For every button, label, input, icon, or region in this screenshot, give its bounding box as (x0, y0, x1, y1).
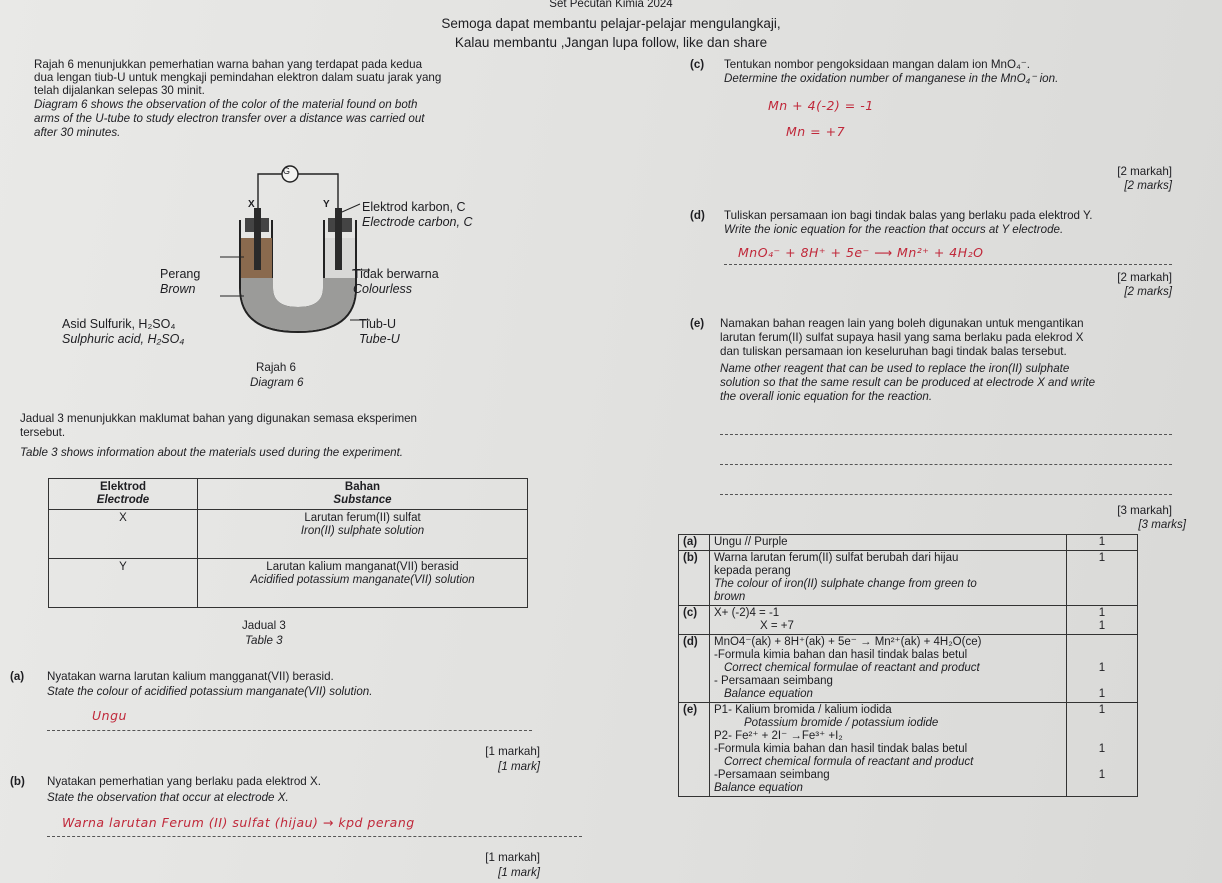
marks-a-ms: [1 markah] (485, 745, 540, 758)
scheme-answer (710, 535, 1067, 551)
question-a-en: State the colour of acidified potassium manganate(VII) solution. (47, 685, 373, 698)
table-header-row (49, 479, 528, 510)
left-colour-en: Brown (160, 282, 196, 296)
scheme-line: -Formula kimia bahan dan hasil tindak balas betul (714, 649, 968, 661)
question-d-ms: Tuliskan persamaan ion bagi tindak balas yang berlaku pada elektrod Y. (724, 209, 1093, 222)
table-cell-substance (198, 559, 528, 608)
question-b-label: (b) (10, 775, 25, 788)
marks-c-ms: [2 markah] (1117, 165, 1172, 178)
table-caption-ms: Jadual 3 (242, 619, 286, 632)
scheme-line: -Formula kimia bahan dan hasil tindak balas betul (714, 743, 968, 755)
scheme-question: (a) (679, 535, 710, 551)
intro-ms-3: telah dijalankan selepas 30 minit. (34, 84, 205, 97)
answer-line-d (724, 264, 1172, 265)
answer-line-a (47, 730, 532, 731)
marks-d-en: [2 marks] (1124, 285, 1172, 298)
working-c-line-2: Mn = +7 (786, 124, 846, 139)
scheme-marks (1067, 535, 1138, 551)
scheme-line: P2- Fe²⁺ + 2I⁻ →Fe³⁺ +I₂ (714, 730, 843, 742)
scheme-line: brown (714, 591, 746, 603)
scheme-answer (710, 635, 1067, 703)
scheme-line: kepada perang (714, 565, 791, 577)
tube-label-en: Tube-U (359, 332, 400, 346)
scheme-question: (c) (679, 606, 710, 635)
header-substance-en: Substance (333, 494, 392, 506)
diagram-caption-en: Diagram 6 (250, 376, 304, 389)
scheme-question: (e) (679, 703, 710, 797)
scheme-line: Warna larutan ferum(II) sulfat berubah dari hijau (714, 552, 959, 564)
header-line-2: Semoga dapat membantu pelajar-pelajar mengulangkaji, (441, 16, 781, 31)
marks-d-ms: [2 markah] (1117, 271, 1172, 284)
scheme-line: X+ (-2)4 = -1 (714, 607, 780, 619)
header-electrode-ms: Elektrod (99, 481, 146, 493)
table-cell-electrode: Y (49, 559, 198, 608)
scheme-answer (710, 551, 1067, 606)
u-tube-diagram (220, 160, 370, 340)
scheme-marks (1067, 703, 1138, 797)
table-row (49, 559, 528, 608)
marks-b-en: [1 mark] (498, 866, 540, 879)
answer-b-handwritten: Warna larutan Ferum (II) sulfat (hijau) → kpd perang (62, 815, 415, 830)
scheme-mark: 1 (1098, 662, 1106, 674)
question-e-en-3: the overall ionic equation for the reaction. (720, 390, 933, 403)
question-c-ms: Tentukan nombor pengoksidaan mangan dalam ion MnO₄⁻. (724, 58, 1031, 71)
scheme-line: MnO4⁻(ak) + 8H⁺(ak) + 5e⁻ → Mn²⁺(ak) + 4H₂O(ce) (714, 636, 982, 648)
marks-a-en: [1 mark] (498, 760, 540, 773)
marks-e-ms: [3 markah] (1117, 504, 1172, 517)
scheme-question: (d) (679, 635, 710, 703)
answer-line-b (47, 836, 582, 837)
left-colour-ms: Perang (160, 267, 201, 281)
scheme-row (679, 535, 1138, 551)
working-c-line-1: Mn + 4(-2) = -1 (768, 98, 874, 113)
question-c-en: Determine the oxidation number of manganese in the MnO₄⁻ ion. (724, 72, 1059, 85)
diagram-caption-ms: Rajah 6 (256, 361, 296, 374)
marks-b-ms: [1 markah] (485, 851, 540, 864)
scheme-mark: 1 (1098, 688, 1106, 700)
scheme-line: -Persamaan seimbang (714, 769, 830, 781)
question-a-label: (a) (10, 670, 25, 683)
table-row (49, 510, 528, 559)
scheme-line: P1- Kalium bromida / kalium iodida (714, 704, 892, 716)
intro-en-1: Diagram 6 shows the observation of the color of the material found on both (34, 98, 418, 111)
scheme-marks (1067, 551, 1138, 606)
table-cell-substance (198, 510, 528, 559)
question-e-en-2: solution so that the same result can be produced at electrode X and write (720, 376, 1096, 389)
intro-en-3: after 30 minutes. (34, 126, 121, 139)
substance-ms: Larutan kalium manganat(VII) berasid (266, 561, 459, 573)
question-e-ms-3: dan tuliskan persamaan ion keseluruhan bagi tindak balas tersebut. (720, 345, 1067, 358)
scheme-row (679, 606, 1138, 635)
question-b-en: State the observation that occur at electrode X. (47, 791, 289, 804)
scheme-marks (1067, 606, 1138, 635)
right-colour-ms: Tidak berwarna (353, 267, 439, 281)
scheme-mark: 1 (1098, 620, 1106, 632)
table-cell-electrode: X (49, 510, 198, 559)
answer-line-e-3 (720, 494, 1172, 495)
substance-en: Iron(II) sulphate solution (300, 525, 425, 537)
scheme-mark: 1 (1098, 743, 1106, 755)
header-electrode-en: Electrode (96, 494, 150, 506)
galvanometer-label: G (283, 166, 291, 176)
table-header-substance (198, 479, 528, 510)
scheme-line: Correct chemical formula of reactant and product (724, 756, 974, 768)
marks-e-en: [3 marks] (1138, 518, 1186, 531)
question-e-en-1: Name other reagent that can be used to replace the iron(II) sulphate (720, 362, 1070, 375)
acid-label-en: Sulphuric acid, H₂SO₄ (62, 332, 185, 346)
table-intro-ms-1: Jadual 3 menunjukkan maklumat bahan yang digunakan semasa eksperimen (20, 412, 418, 425)
table-3 (48, 478, 528, 608)
marks-c-en: [2 marks] (1124, 179, 1172, 192)
scheme-answer (710, 703, 1067, 797)
electrode-y-label: Y (323, 199, 330, 210)
header-line-1: Set Pecutan Kimia 2024 (549, 0, 673, 10)
scheme-line: Ungu // Purple (714, 536, 788, 548)
answer-d-handwritten: MnO₄⁻ + 8H⁺ + 5e⁻ ⟶ Mn²⁺ + 4H₂O (738, 245, 984, 260)
scheme-line: Balance equation (714, 782, 803, 794)
marking-scheme-table (678, 534, 1138, 797)
table-intro-en: Table 3 shows information about the materials used during the experiment. (20, 446, 404, 459)
scheme-question: (b) (679, 551, 710, 606)
scheme-line: X = +7 (760, 620, 794, 632)
scheme-row (679, 551, 1138, 606)
answer-line-e-1 (720, 434, 1172, 435)
question-d-en: Write the ionic equation for the reaction that occurs at Y electrode. (724, 223, 1064, 236)
answer-a-handwritten: Ungu (92, 708, 127, 723)
electrode-label-en: Electrode carbon, C (362, 215, 473, 229)
tube-label-ms: Tiub-U (359, 317, 397, 331)
scheme-line: Correct chemical formulae of reactant and product (724, 662, 980, 674)
question-e-ms-1: Namakan bahan reagen lain yang boleh digunakan untuk mengantikan (720, 317, 1084, 330)
electrode-label-ms: Elektrod karbon, C (362, 200, 466, 214)
table-intro-ms-2: tersebut. (20, 426, 66, 439)
answer-line-e-2 (720, 464, 1172, 465)
question-d-label: (d) (690, 209, 705, 222)
scheme-mark: 1 (1098, 552, 1106, 564)
question-e-ms-2: larutan ferum(II) sulfat supaya hasil yang sama berlaku pada elekrod X (720, 331, 1084, 344)
scheme-mark: 1 (1098, 769, 1106, 781)
scheme-row (679, 635, 1138, 703)
intro-ms-1: Rajah 6 menunjukkan pemerhatian warna bahan yang terdapat pada kedua (34, 58, 423, 71)
scheme-marks (1067, 635, 1138, 703)
right-colour-en: Colourless (353, 282, 413, 296)
question-a-ms: Nyatakan warna larutan kalium mangganat(VII) berasid. (47, 670, 334, 683)
scheme-answer (710, 606, 1067, 635)
electrode-x-label: X (248, 199, 255, 210)
substance-ms: Larutan ferum(II) sulfat (304, 512, 421, 524)
question-e-label: (e) (690, 317, 705, 330)
scheme-mark: 1 (1098, 704, 1106, 716)
table-caption-en: Table 3 (245, 634, 283, 647)
scheme-mark: 1 (1098, 536, 1106, 548)
scheme-line: The colour of iron(II) sulphate change from green to (714, 578, 977, 590)
question-b-ms: Nyatakan pemerhatian yang berlaku pada elektrod X. (47, 775, 321, 788)
scheme-line: Balance equation (724, 688, 813, 700)
scheme-row (679, 703, 1138, 797)
acid-label-ms: Asid Sulfurik, H₂SO₄ (62, 317, 176, 331)
scheme-line: - Persamaan seimbang (714, 675, 833, 687)
intro-en-2: arms of the U-tube to study electron transfer over a distance was carried out (34, 112, 425, 125)
header-substance-ms: Bahan (344, 481, 381, 493)
scheme-line: Potassium bromide / potassium iodide (744, 717, 939, 729)
question-c-label: (c) (690, 58, 705, 71)
table-header-electrode (49, 479, 198, 510)
scheme-mark: 1 (1098, 607, 1106, 619)
header-line-3: Kalau membantu ,Jangan lupa follow, like dan share (454, 35, 768, 50)
intro-ms-2: dua lengan tiub-U untuk mengkaji pemindahan elektron dalam suatu jarak yang (34, 71, 442, 84)
substance-en: Acidified potassium manganate(VII) solution (250, 574, 475, 586)
